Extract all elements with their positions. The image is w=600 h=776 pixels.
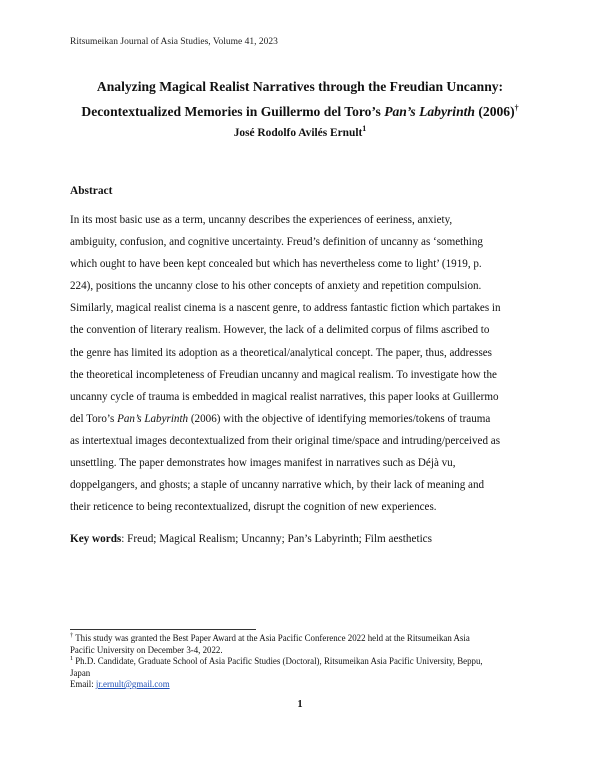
abstract-line: 224), positions the uncanny close to his other concepts of anxiety and repetition compulsion. [70,280,482,293]
keywords-label: Key words [70,533,122,545]
abstract-line-10-post: (2006) with the objective of identifying memories/tokens of trauma [188,412,491,425]
footnote-email [70,679,540,691]
running-header: Ritsumeikan Journal of Asia Studies, Volume 41, 2023 [70,37,278,47]
title-footnote-mark[interactable]: † [514,103,519,113]
abstract-line: In its most basic use as a term, uncanny describes the experiences of eeriness, anxiety, [70,214,453,226]
keywords [70,533,432,545]
keywords-text: : Freud; Magical Realism; Uncanny; Pan’s Labyrinth; Film aesthetics [121,533,432,545]
abstract-line: which ought to have been kept concealed but which has nevertheless come to light’ (1919, p. [70,258,482,271]
footnote-1-cont: Pacific University on December 3-4, 2022. [70,644,223,655]
title-line-2 [60,99,540,124]
author-name [60,124,540,139]
abstract-line: the genre has limited its adoption as a theoretical/analytical concept. The paper, thus, addresses [70,346,493,359]
abstract-line: their reticence to being recontextualized, disrupt the cognition of new experiences. [70,501,437,514]
footnote-2-line-1: Ph.D. Candidate, Graduate School of Asia Pacific Studies (Doctoral), Ritsumeikan Asia Pacific University, Beppu, [75,656,483,666]
abstract-line: as intertextual images decontextualized from their original time/space and intruding/perceived as [70,434,501,447]
email-link[interactable]: jr.ernult@gmail.com [95,679,170,689]
email-label: Email: [70,679,96,689]
abstract-heading: Abstract [70,185,113,197]
abstract-line: ambiguity, confusion, and cognitive uncertainty. Freud’s definition of uncanny as ‘something [70,236,483,249]
author-name-text: José Rodolfo Avilés Ernult [233,127,363,139]
footnote-1 [70,633,540,645]
title-year: (2006) [474,104,515,119]
abstract-line: Similarly, magical realist cinema is a nascent genre, to address fantastic fiction which partakes in [70,302,501,315]
abstract-film-name: Pan’s Labyrinth [117,412,189,425]
footnote-2-cont: Japan [70,667,91,678]
title-line-2-text: Decontextualized Memories in Guillermo del Toro’s [81,104,385,119]
footnote-2-mark: 1 [70,655,74,663]
abstract-line [70,408,536,430]
footnote-1-line-1: This study was granted the Best Paper Award at the Asia Pacific Conference 2022 held at the Ritsumeikan Asia [75,633,470,643]
footnote-2 [70,656,540,668]
abstract-line-10-pre: del Toro’s [70,412,118,425]
paper-title [60,74,540,124]
abstract-line: uncanny cycle of trauma is embedded in magical realist narratives, this paper looks at Guillermo [70,390,499,403]
abstract-line: unsettling. The paper demonstrates how images manifest in narratives such as Déjà vu, [70,457,456,470]
author-footnote-mark[interactable]: 1 [362,124,367,134]
footnote-1-mark: † [70,632,74,640]
footnotes [70,633,540,691]
title-film-name: Pan’s Labyrinth [384,104,475,119]
title-line-1: Analyzing Magical Realist Narratives through the Freudian Uncanny: [96,79,504,94]
page-number: 1 [297,699,303,710]
abstract-line: the convention of literary realism. However, the lack of a delimited corpus of films ascribed to [70,324,490,337]
abstract-line: doppelgangers, and ghosts; a staple of uncanny narrative which, by their lack of meaning and [70,479,485,492]
footnote-divider [70,629,256,630]
abstract-body [70,209,536,518]
abstract-line: the theoretical incompleteness of Freudian uncanny and magical realism. To investigate how the [70,368,497,381]
